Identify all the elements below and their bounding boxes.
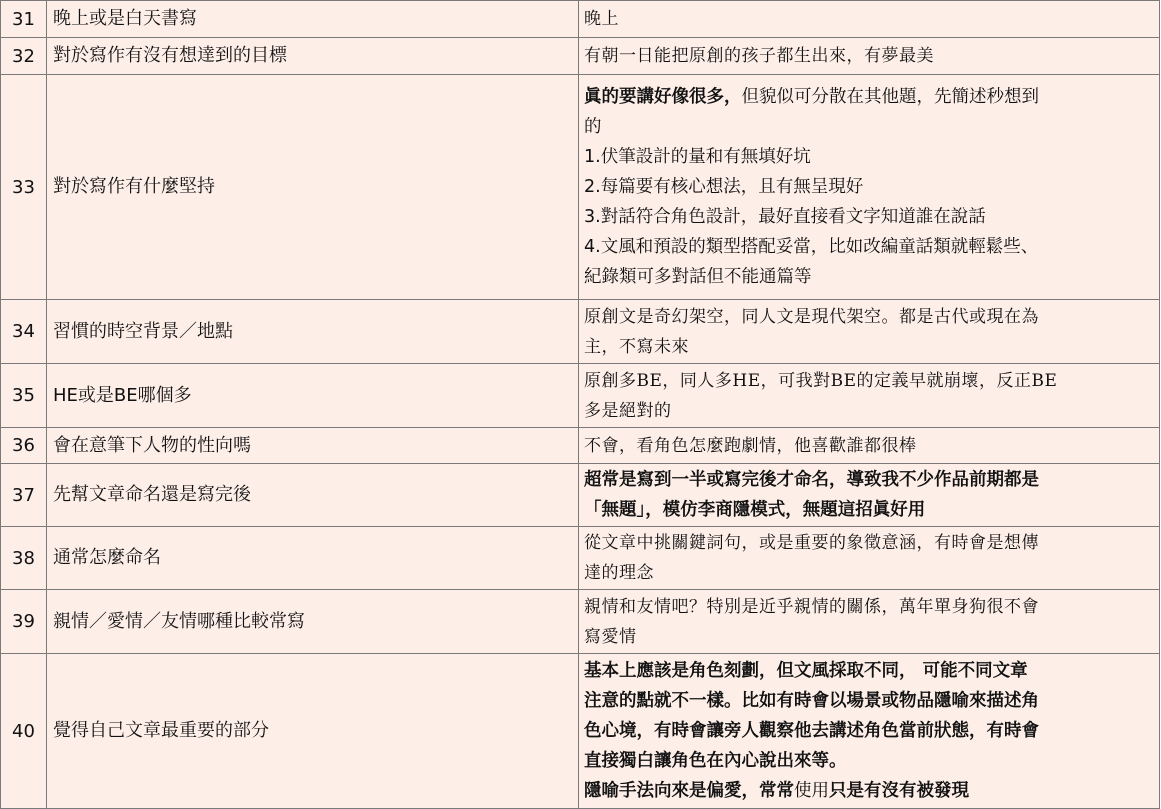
answer-cell bbox=[579, 1, 1160, 38]
table-row bbox=[1, 364, 1160, 428]
row-number: 38 bbox=[1, 527, 47, 590]
row-number: 32 bbox=[1, 38, 47, 75]
answer-text: 但貌似可分散在其他題，先簡述秒想到 bbox=[741, 87, 1039, 107]
answer-line: 直接獨白讓角色在內心說出來等。 bbox=[584, 751, 847, 771]
question-cell: 覺得自己文章最重要的部分 bbox=[47, 654, 579, 809]
row-number: 31 bbox=[1, 1, 47, 38]
answer-cell bbox=[579, 464, 1160, 527]
answer-line: 晚上 bbox=[584, 9, 619, 29]
answer-line: 多是絕對的 bbox=[584, 400, 672, 421]
answer-line: 從文章中挑關鍵詞句，或是重要的象徵意涵，有時會是想傳 bbox=[584, 533, 1039, 553]
table-row bbox=[1, 428, 1160, 464]
question-cell: HE或是BE哪個多 bbox=[47, 364, 579, 428]
answer-line: 有朝一日能把原創的孩子都生出來，有夢最美 bbox=[584, 46, 934, 66]
answer-line: 色心境，有時會讓旁人觀察他去講述角色當前狀態，有時會 bbox=[584, 721, 1039, 741]
table-row bbox=[1, 75, 1160, 300]
row-number: 34 bbox=[1, 300, 47, 364]
answer-line bbox=[584, 776, 1156, 806]
answer-line: 寫愛情 bbox=[584, 626, 637, 647]
answer-cell bbox=[579, 38, 1160, 75]
table-row bbox=[1, 464, 1160, 527]
question-cell: 對於寫作有什麼堅持 bbox=[47, 75, 579, 300]
table-row bbox=[1, 300, 1160, 364]
question-cell: 對於寫作有沒有想達到的目標 bbox=[47, 38, 579, 75]
answer-line: 基本上應該是角色刻劃，但文風採取不同， 可能不同文章 bbox=[584, 661, 1028, 681]
answer-line bbox=[584, 82, 1156, 112]
table-row bbox=[1, 38, 1160, 75]
answer-cell bbox=[579, 75, 1160, 300]
question-cell: 晚上或是白天書寫 bbox=[47, 1, 579, 38]
table-row bbox=[1, 1, 1160, 38]
answer-line: 超常是寫到一半或寫完後才命名，導致我不少作品前期都是 bbox=[584, 470, 1039, 490]
table-row bbox=[1, 654, 1160, 809]
answer-line: 原創文是奇幻架空，同人文是現代架空。都是古代或現在為 bbox=[584, 306, 1039, 327]
answer-line: 「無題」，模仿李商隱模式，無題這招眞好用 bbox=[584, 500, 926, 520]
answer-line: 注意的點就不一樣。比如有時會以場景或物品隱喻來描述角 bbox=[584, 691, 1039, 711]
answer-cell bbox=[579, 527, 1160, 590]
answer-cell bbox=[579, 300, 1160, 364]
row-number: 36 bbox=[1, 428, 47, 464]
answer-line: 不會，看角色怎麼跑劇情，他喜歡誰都很棒 bbox=[584, 435, 917, 456]
row-number: 35 bbox=[1, 364, 47, 428]
answer-cell bbox=[579, 590, 1160, 654]
answer-line: 紀錄類可多對話但不能通篇等 bbox=[584, 267, 812, 287]
answer-text: 只是有沒有被發現 bbox=[829, 781, 969, 801]
answer-text: 隱喻手法向來是偏愛，常常 bbox=[584, 781, 794, 801]
question-cell: 先幫文章命名還是寫完後 bbox=[47, 464, 579, 527]
answer-cell bbox=[579, 654, 1160, 809]
row-number: 33 bbox=[1, 75, 47, 300]
question-cell: 會在意筆下人物的性向嗎 bbox=[47, 428, 579, 464]
answer-cell bbox=[579, 428, 1160, 464]
question-cell: 通常怎麼命名 bbox=[47, 527, 579, 590]
row-number: 37 bbox=[1, 464, 47, 527]
answer-line: 2.每篇要有核心想法，且有無呈現好 bbox=[584, 177, 864, 197]
answer-text-plain: 使用 bbox=[794, 781, 829, 801]
answer-line: 達的理念 bbox=[584, 563, 654, 583]
answer-line: 主，不寫未來 bbox=[584, 336, 689, 357]
row-number: 40 bbox=[1, 654, 47, 809]
row-number: 39 bbox=[1, 590, 47, 654]
answer-line: 親情和友情吧？特別是近乎親情的關係，萬年單身狗很不會 bbox=[584, 596, 1039, 617]
answer-line: 原創多BE，同人多HE，可我對BE的定義早就崩壞，反正BE bbox=[584, 370, 1058, 391]
answer-line: 3.對話符合角色設計，最好直接看文字知道誰在說話 bbox=[584, 207, 986, 227]
answer-emphasis: 眞的要講好像很多， bbox=[584, 87, 742, 107]
question-cell: 親情／愛情／友情哪種比較常寫 bbox=[47, 590, 579, 654]
answer-line: 4.文風和預設的類型搭配妥當，比如改編童話類就輕鬆些、 bbox=[584, 237, 1039, 257]
answer-line: 1.伏筆設計的量和有無填好坑 bbox=[584, 147, 811, 167]
table-row bbox=[1, 590, 1160, 654]
table-row bbox=[1, 527, 1160, 590]
answer-cell bbox=[579, 364, 1160, 428]
question-cell: 習慣的時空背景／地點 bbox=[47, 300, 579, 364]
answer-line: 的 bbox=[584, 117, 602, 137]
